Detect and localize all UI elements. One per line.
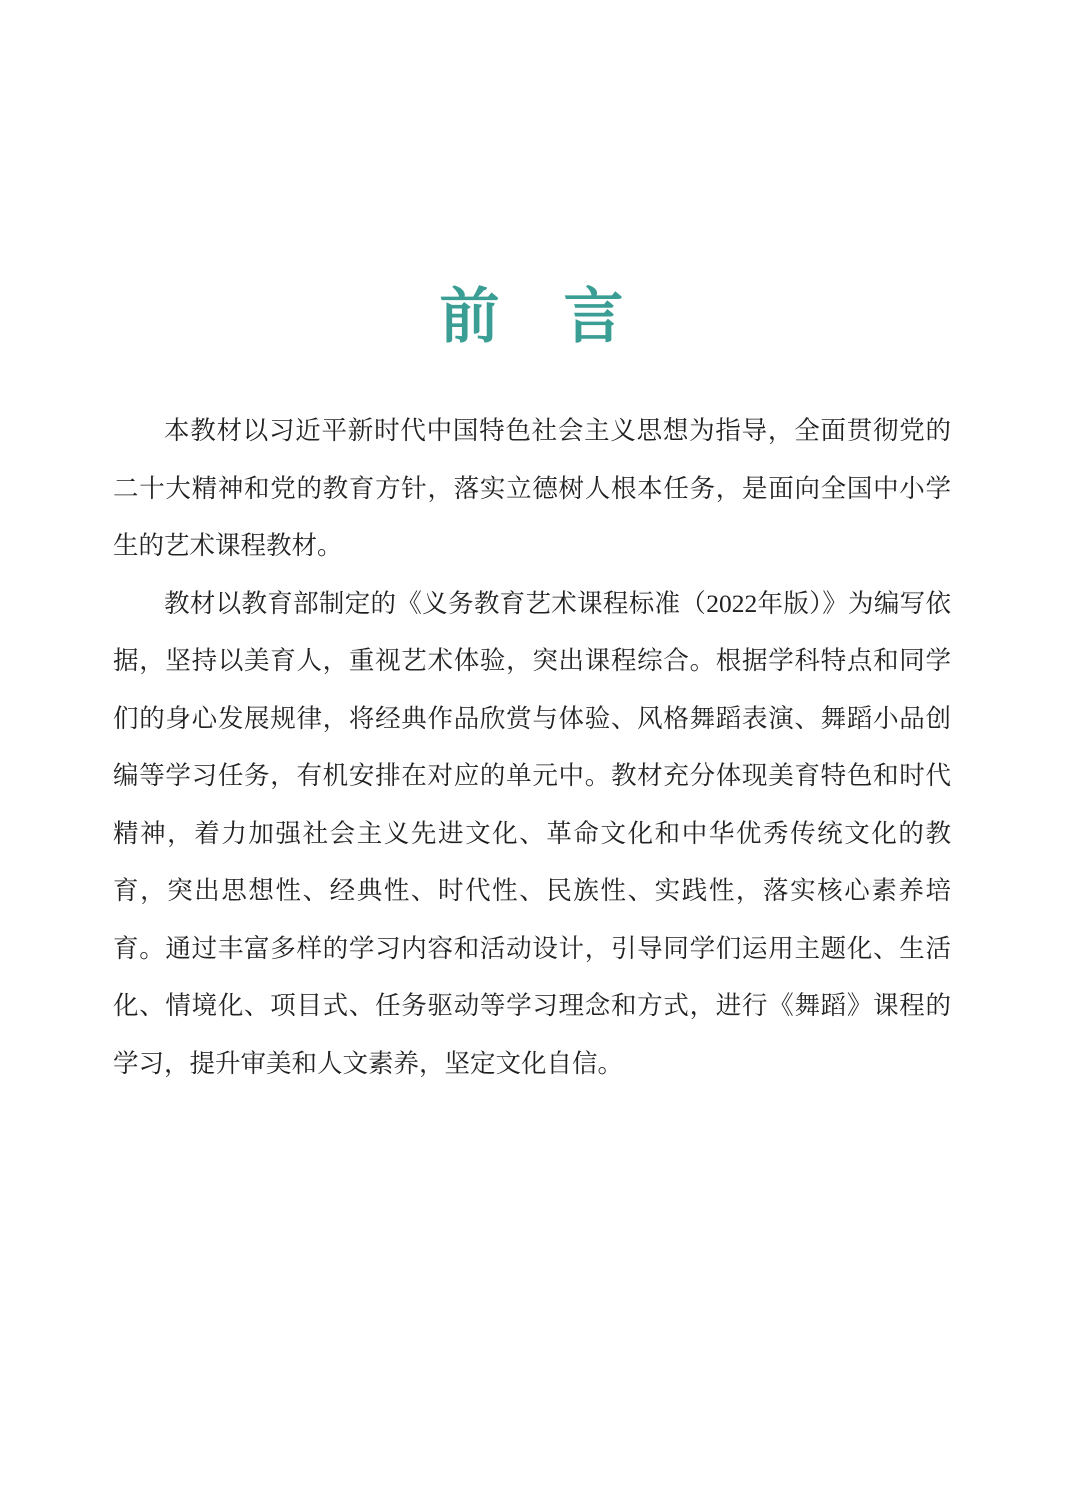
paragraph: 本教材以习近平新时代中国特色社会主义思想为指导，全面贯彻党的二十大精神和党的教育方针，落实立德树人根本任务，是面向全国中小学生的艺术课程教材。 (113, 416, 951, 560)
paragraph: 教材以教育部制定的《义务教育艺术课程标准（2022年版）》为编写依据，坚持以美育人，重视艺术体验，突出课程综合。根据学科特点和同学们的身心发展规律，将经典作品欣赏与体验、风格舞蹈表演、舞蹈小品创编等学习任务，有机安排在对应的单元中。教材充分体现美育特色和时代精神，着力加强社会主义先进文化、革命文化和中华优秀传统文化的教育，突出思想性、经典性、时代性、民族性、实践性，落实核心素养培育。通过丰富多样的学习内容和活动设计，引导同学们运用主题化、生活化、情境化、项目式、任务驱动等学习理念和方式，进行《舞蹈》课程的学习，提升审美和人文素养，坚定文化自信。 (113, 588, 951, 1078)
preface-body (113, 402, 951, 1092)
page-title: 前 言 (439, 282, 626, 353)
